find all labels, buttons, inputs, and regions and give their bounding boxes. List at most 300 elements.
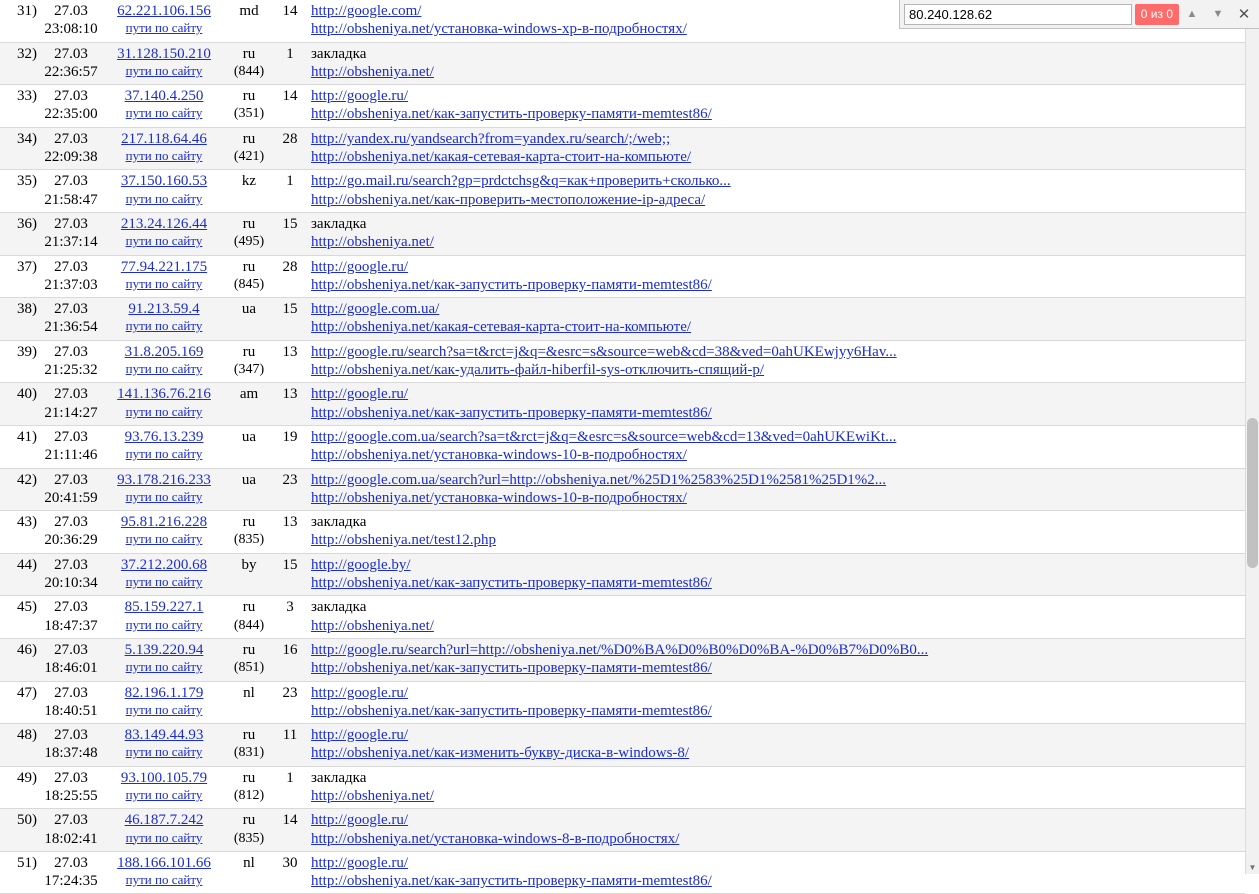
row-links-cell — [308, 724, 1245, 767]
landing-page-link[interactable]: http://obsheniya.net/как-запустить-проверку-памяти-memtest86/ — [311, 276, 712, 293]
site-paths-link[interactable]: пути по сайту — [125, 786, 203, 802]
row-index: 39) — [17, 343, 37, 360]
row-index: 51) — [17, 854, 37, 871]
referrer-link[interactable]: http://google.ru/ — [311, 727, 409, 744]
site-paths-link[interactable]: пути по сайту — [125, 488, 203, 504]
table-row — [0, 85, 1245, 128]
row-time: 21:11:46 — [44, 447, 98, 464]
vertical-scrollbar[interactable] — [1245, 0, 1259, 874]
region-code: (844) — [233, 617, 265, 633]
region-code: (835) — [233, 830, 265, 846]
row-country-cell — [226, 553, 272, 596]
landing-page-link[interactable]: http://obsheniya.net/как-изменить-букву-диска-в-windows-8/ — [311, 745, 690, 762]
country-code: ua — [241, 428, 257, 445]
find-next-button[interactable]: ▼ — [1212, 8, 1224, 20]
row-visit-count: 15 — [282, 215, 298, 232]
ip-address-link[interactable]: 37.150.160.53 — [120, 173, 208, 190]
site-paths-link[interactable]: пути по сайту — [125, 403, 203, 419]
row-datetime — [40, 255, 102, 298]
referrer-bookmark-label: закладка — [311, 45, 367, 62]
row-datetime — [40, 809, 102, 852]
landing-page-link[interactable]: http://obsheniya.net/ — [311, 787, 434, 804]
site-paths-link[interactable]: пути по сайту — [125, 275, 203, 291]
row-links-cell — [308, 298, 1245, 341]
row-index: 40) — [17, 386, 37, 403]
referrer-link[interactable]: http://google.ru/ — [311, 684, 409, 701]
row-index: 42) — [17, 471, 37, 488]
row-date: 27.03 — [54, 386, 88, 403]
row-country-cell — [226, 638, 272, 681]
row-ip-cell — [102, 425, 226, 468]
row-links-cell — [308, 468, 1245, 511]
row-links-cell — [308, 596, 1245, 639]
table-row — [0, 596, 1245, 639]
site-paths-link[interactable]: пути по сайту — [125, 361, 203, 377]
landing-page-link[interactable]: http://obsheniya.net/как-проверить-местоположение-ip-адреса/ — [311, 191, 706, 208]
row-date: 27.03 — [54, 258, 88, 275]
row-ip-cell — [102, 340, 226, 383]
ip-address-link[interactable]: 93.76.13.239 — [124, 428, 204, 445]
referrer-link[interactable]: http://google.com.ua/search?url=http://obsheniya.net/%25D1%2583%25D1%2581%25D1%2... — [311, 471, 887, 488]
site-paths-link[interactable]: пути по сайту — [125, 744, 203, 760]
row-links-cell — [308, 638, 1245, 681]
row-index: 44) — [17, 556, 37, 573]
row-index: 31) — [17, 3, 37, 19]
landing-page-link[interactable]: http://obsheniya.net/ — [311, 617, 434, 634]
site-paths-link[interactable]: пути по сайту — [125, 148, 203, 164]
row-visit-count: 23 — [282, 684, 298, 701]
ip-address-link[interactable]: 141.136.76.216 — [117, 386, 211, 403]
ip-address-link[interactable]: 93.100.105.79 — [120, 769, 208, 786]
row-ip-cell — [102, 851, 226, 894]
table-row — [0, 127, 1245, 170]
referrer-link[interactable]: http://google.ru/ — [311, 258, 409, 275]
table-row — [0, 511, 1245, 554]
row-ip-cell — [102, 724, 226, 767]
row-datetime — [40, 553, 102, 596]
find-close-button[interactable]: ✕ — [1237, 6, 1251, 23]
country-code: ru — [242, 769, 256, 786]
row-index: 50) — [17, 812, 37, 829]
country-code: ru — [242, 812, 256, 829]
row-datetime — [40, 638, 102, 681]
row-index: 34) — [17, 130, 37, 147]
row-time: 22:36:57 — [44, 63, 98, 80]
row-index: 48) — [17, 727, 37, 744]
country-code: ru — [242, 258, 256, 275]
country-code: ru — [242, 514, 256, 531]
country-code: by — [241, 556, 257, 573]
row-country-cell — [226, 212, 272, 255]
country-code: ru — [242, 343, 256, 360]
row-ip-cell — [102, 170, 226, 213]
row-country-cell — [226, 511, 272, 554]
row-datetime — [40, 340, 102, 383]
row-visit-count: 1 — [286, 173, 294, 190]
row-time: 21:37:14 — [44, 234, 98, 251]
row-index: 37) — [17, 258, 37, 275]
region-code: (851) — [233, 660, 265, 676]
row-date: 27.03 — [54, 130, 88, 147]
landing-page-link[interactable]: http://obsheniya.net/как-запустить-проверку-памяти-memtest86/ — [311, 702, 712, 719]
row-links-cell — [308, 170, 1245, 213]
ip-address-link[interactable]: 37.140.4.250 — [124, 88, 204, 105]
row-ip-cell — [102, 766, 226, 809]
row-datetime — [40, 681, 102, 724]
row-ip-cell — [102, 383, 226, 426]
row-country-cell — [226, 809, 272, 852]
scrollbar-thumb[interactable] — [1247, 418, 1258, 568]
referrer-link[interactable]: http://google.ru/ — [311, 812, 409, 829]
row-time: 20:10:34 — [44, 575, 98, 592]
row-datetime — [40, 468, 102, 511]
row-time: 23:08:10 — [44, 21, 98, 38]
site-paths-link[interactable]: пути по сайту — [125, 105, 203, 121]
table-row — [0, 724, 1245, 767]
country-code: nl — [243, 684, 255, 701]
row-ip-cell — [102, 638, 226, 681]
ip-address-link[interactable]: 37.212.200.68 — [120, 556, 208, 573]
table-row — [0, 851, 1245, 894]
row-country-cell — [226, 724, 272, 767]
row-ip-cell — [102, 809, 226, 852]
row-links-cell — [308, 42, 1245, 85]
row-links-cell — [308, 766, 1245, 809]
landing-page-link[interactable]: http://obsheniya.net/как-запустить-проверку-памяти-memtest86/ — [311, 660, 712, 677]
find-in-page-bar[interactable] — [899, 0, 1259, 29]
landing-page-link[interactable]: http://obsheniya.net/ — [311, 234, 434, 251]
row-index: 36) — [17, 215, 37, 232]
row-index: 45) — [17, 599, 37, 616]
site-paths-link[interactable]: пути по сайту — [125, 318, 203, 334]
region-code: (812) — [233, 787, 265, 803]
row-country-cell — [226, 340, 272, 383]
row-visit-count: 13 — [282, 514, 298, 531]
row-links-cell — [308, 809, 1245, 852]
row-date: 27.03 — [54, 769, 88, 786]
row-datetime — [40, 170, 102, 213]
ip-address-link[interactable]: 77.94.221.175 — [120, 258, 208, 275]
row-country-cell — [226, 596, 272, 639]
row-time: 18:02:41 — [44, 830, 98, 847]
row-time: 21:58:47 — [44, 191, 98, 208]
site-paths-link[interactable]: пути по сайту — [125, 20, 203, 36]
region-code: (845) — [233, 276, 265, 292]
landing-page-link[interactable]: http://obsheniya.net/установка-windows-10-в-подробностях/ — [311, 447, 687, 464]
row-index: 46) — [17, 641, 37, 658]
row-ip-cell — [102, 511, 226, 554]
site-paths-link[interactable]: пути по сайту — [125, 872, 203, 888]
row-ip-cell — [102, 596, 226, 639]
row-time: 18:37:48 — [44, 745, 98, 762]
landing-page-link[interactable]: http://obsheniya.net/как-запустить-проверку-памяти-memtest86/ — [311, 404, 712, 421]
row-datetime — [40, 298, 102, 341]
row-index: 47) — [17, 684, 37, 701]
row-time: 18:25:55 — [44, 787, 98, 804]
row-index: 33) — [17, 88, 37, 105]
row-index: 41) — [17, 428, 37, 445]
row-country-cell — [226, 383, 272, 426]
landing-page-link[interactable]: http://obsheniya.net/как-запустить-проверку-памяти-memtest86/ — [311, 575, 712, 592]
site-paths-link[interactable]: пути по сайту — [125, 233, 203, 249]
landing-page-link[interactable]: http://obsheniya.net/ — [311, 63, 434, 80]
row-links-cell — [308, 511, 1245, 554]
row-date: 27.03 — [54, 641, 88, 658]
row-visit-count: 15 — [282, 556, 298, 573]
country-code: ru — [242, 45, 256, 62]
site-paths-link[interactable]: пути по сайту — [125, 190, 203, 206]
region-code: (347) — [233, 362, 265, 378]
country-code: ua — [241, 301, 257, 318]
row-visit-count: 13 — [282, 386, 298, 403]
table-row — [0, 255, 1245, 298]
site-paths-link[interactable]: пути по сайту — [125, 616, 203, 632]
site-paths-link[interactable]: пути по сайту — [125, 531, 203, 547]
site-paths-link[interactable]: пути по сайту — [125, 62, 203, 78]
row-date: 27.03 — [54, 471, 88, 488]
table-row — [0, 42, 1245, 85]
ip-address-link[interactable]: 46.187.7.242 — [124, 812, 204, 829]
referrer-link[interactable]: http://google.ru/search?url=http://obsheniya.net/%D0%BA%D0%B0%D0%BA-%D0%B7%D0%B0... — [311, 641, 929, 658]
table-row — [0, 809, 1245, 852]
row-datetime — [40, 596, 102, 639]
row-date: 27.03 — [54, 727, 88, 744]
find-previous-button[interactable]: ▲ — [1186, 8, 1198, 20]
row-links-cell — [308, 255, 1245, 298]
country-code: ua — [241, 471, 257, 488]
row-datetime — [40, 511, 102, 554]
row-links-cell — [308, 212, 1245, 255]
row-visit-count: 1 — [286, 769, 294, 786]
referrer-link[interactable]: http://go.mail.ru/search?gp=prdctchsg&q=как+проверить+сколько... — [311, 173, 731, 190]
ip-address-link[interactable]: 217.118.64.46 — [121, 130, 207, 147]
row-date: 27.03 — [54, 45, 88, 62]
ip-address-link[interactable]: 188.166.101.66 — [117, 854, 211, 871]
table-row — [0, 681, 1245, 724]
referrer-link[interactable]: http://google.ru/ — [311, 386, 409, 403]
find-match-count: 0 из 0 — [1135, 4, 1179, 25]
country-code: ru — [242, 215, 256, 232]
row-visit-count: 3 — [286, 599, 294, 616]
country-code: nl — [243, 854, 255, 871]
landing-page-link[interactable]: http://obsheniya.net/какая-сетевая-карта-стоит-на-компьюте/ — [311, 319, 692, 336]
row-datetime — [40, 42, 102, 85]
region-code: (831) — [233, 745, 265, 761]
row-country-cell — [226, 468, 272, 511]
row-date: 27.03 — [54, 684, 88, 701]
referrer-link[interactable]: http://yandex.ru/yandsearch?from=yandex.ru/search/;/web;; — [311, 130, 671, 147]
row-date: 27.03 — [54, 428, 88, 445]
row-datetime — [40, 85, 102, 128]
row-date: 27.03 — [54, 854, 88, 871]
country-code: kz — [241, 173, 257, 190]
row-date: 27.03 — [54, 514, 88, 531]
row-country-cell — [226, 255, 272, 298]
region-code: (835) — [233, 532, 265, 548]
referrer-link[interactable]: http://google.com/ — [311, 3, 422, 19]
referrer-link[interactable]: http://google.com.ua/search?sa=t&rct=j&q=&esrc=s&source=web&cd=13&ved=0ahUKEwiKt... — [311, 428, 897, 445]
row-country-cell — [226, 42, 272, 85]
ip-address-link[interactable]: 93.178.216.233 — [117, 471, 211, 488]
row-time: 21:36:54 — [44, 319, 98, 336]
table-row — [0, 170, 1245, 213]
row-ip-cell — [102, 681, 226, 724]
row-datetime — [40, 851, 102, 894]
row-time: 22:35:00 — [44, 106, 98, 123]
row-datetime — [40, 383, 102, 426]
row-country-cell — [226, 851, 272, 894]
row-datetime — [40, 212, 102, 255]
country-code: ru — [242, 599, 256, 616]
landing-page-link[interactable]: http://obsheniya.net/установка-windows-xp-в-подробностях/ — [311, 21, 687, 38]
row-time: 21:14:27 — [44, 404, 98, 421]
row-country-cell — [226, 766, 272, 809]
row-date: 27.03 — [54, 173, 88, 190]
country-code: ru — [242, 88, 256, 105]
row-visit-count: 1 — [286, 45, 294, 62]
ip-address-link[interactable]: 95.81.216.228 — [120, 514, 208, 531]
country-code: am — [239, 386, 259, 403]
row-links-cell — [308, 127, 1245, 170]
row-links-cell — [308, 383, 1245, 426]
row-visit-count: 14 — [282, 3, 298, 19]
site-paths-link[interactable]: пути по сайту — [125, 574, 203, 590]
region-code: (495) — [233, 234, 265, 250]
row-links-cell — [308, 851, 1245, 894]
row-time: 17:24:35 — [44, 873, 98, 890]
landing-page-link[interactable]: http://obsheniya.net/как-запустить-проверку-памяти-memtest86/ — [311, 106, 712, 123]
landing-page-link[interactable]: http://obsheniya.net/как-удалить-файл-hiberfil-sys-отключить-спящий-р/ — [311, 362, 765, 379]
row-country-cell — [226, 170, 272, 213]
row-index: 38) — [17, 301, 37, 318]
row-date: 27.03 — [54, 215, 88, 232]
row-visit-count: 14 — [282, 812, 298, 829]
row-links-cell — [308, 425, 1245, 468]
row-links-cell — [308, 340, 1245, 383]
site-paths-link[interactable]: пути по сайту — [125, 446, 203, 462]
scroll-down-arrow-icon[interactable]: ▼ — [1248, 862, 1257, 872]
row-index: 43) — [17, 514, 37, 531]
row-date: 27.03 — [54, 599, 88, 616]
ip-address-link[interactable]: 213.24.126.44 — [120, 215, 208, 232]
row-country-cell — [226, 425, 272, 468]
site-paths-link[interactable]: пути по сайту — [125, 659, 203, 675]
row-time: 18:40:51 — [44, 702, 98, 719]
row-date: 27.03 — [54, 301, 88, 318]
referrer-bookmark-label: закладка — [311, 769, 367, 786]
referrer-link[interactable]: http://google.ru/search?sa=t&rct=j&q=&esrc=s&source=web&cd=38&ved=0ahUKEwjyy6Hav... — [311, 343, 897, 360]
table-row — [0, 298, 1245, 341]
referrer-link[interactable]: http://google.com.ua/ — [311, 301, 440, 318]
landing-page-link[interactable]: http://obsheniya.net/как-запустить-проверку-памяти-memtest86/ — [311, 873, 712, 890]
ip-address-link[interactable]: 62.221.106.156 — [117, 3, 211, 19]
row-visit-count: 11 — [282, 727, 298, 744]
row-time: 21:25:32 — [44, 362, 98, 379]
ip-address-link[interactable]: 83.149.44.93 — [124, 727, 204, 744]
ip-address-link[interactable]: 31.8.205.169 — [124, 343, 204, 360]
row-country-cell — [226, 85, 272, 128]
row-time: 18:46:01 — [44, 660, 98, 677]
table-row — [0, 468, 1245, 511]
site-paths-link[interactable]: пути по сайту — [125, 829, 203, 845]
row-datetime — [40, 0, 102, 42]
landing-page-link[interactable]: http://obsheniya.net/установка-windows-10-в-подробностях/ — [311, 489, 687, 506]
row-ip-cell — [102, 127, 226, 170]
row-ip-cell — [102, 298, 226, 341]
row-ip-cell — [102, 468, 226, 511]
row-ip-cell — [102, 553, 226, 596]
ip-address-link[interactable]: 91.213.59.4 — [128, 301, 200, 318]
row-visit-count: 28 — [282, 258, 298, 275]
row-links-cell — [308, 85, 1245, 128]
ip-address-link[interactable]: 31.128.150.210 — [117, 45, 211, 62]
referrer-link[interactable]: http://google.ru/ — [311, 88, 409, 105]
row-visit-count: 13 — [282, 343, 298, 360]
row-ip-cell — [102, 212, 226, 255]
row-ip-cell — [102, 85, 226, 128]
landing-page-link[interactable]: http://obsheniya.net/какая-сетевая-карта-стоит-на-компьюте/ — [311, 149, 692, 166]
row-date: 27.03 — [54, 3, 88, 19]
row-datetime — [40, 766, 102, 809]
row-visit-count: 30 — [282, 854, 298, 871]
country-code: md — [239, 3, 259, 19]
row-country-cell — [226, 0, 272, 42]
referrer-link[interactable]: http://google.ru/ — [311, 854, 409, 871]
row-date: 27.03 — [54, 812, 88, 829]
ip-address-link[interactable]: 85.159.227.1 — [124, 599, 204, 616]
row-datetime — [40, 127, 102, 170]
row-visit-count: 23 — [282, 471, 298, 488]
referrer-bookmark-label: закладка — [311, 599, 367, 616]
row-date: 27.03 — [54, 343, 88, 360]
ip-address-link[interactable]: 82.196.1.179 — [124, 684, 204, 701]
table-row — [0, 553, 1245, 596]
row-date: 27.03 — [54, 556, 88, 573]
country-code: ru — [242, 727, 256, 744]
ip-address-link[interactable]: 5.139.220.94 — [124, 641, 204, 658]
row-date: 27.03 — [54, 88, 88, 105]
country-code: ru — [242, 130, 256, 147]
row-visit-count: 19 — [282, 428, 298, 445]
row-country-cell — [226, 681, 272, 724]
row-links-cell — [308, 553, 1245, 596]
row-index: 32) — [17, 45, 37, 62]
row-time: 21:37:03 — [44, 276, 98, 293]
referrer-bookmark-label: закладка — [311, 215, 367, 232]
find-input[interactable] — [904, 4, 1132, 25]
row-ip-cell — [102, 42, 226, 85]
landing-page-link[interactable]: http://obsheniya.net/установка-windows-8-в-подробностях/ — [311, 830, 680, 847]
row-visit-count: 16 — [282, 641, 298, 658]
region-code: (351) — [233, 106, 265, 122]
row-time: 18:47:37 — [44, 617, 98, 634]
row-country-cell — [226, 127, 272, 170]
row-datetime — [40, 724, 102, 767]
row-ip-cell — [102, 0, 226, 42]
row-visit-count: 28 — [282, 130, 298, 147]
referrer-link[interactable]: http://google.by/ — [311, 556, 411, 573]
row-datetime — [40, 425, 102, 468]
row-links-cell — [308, 681, 1245, 724]
region-code: (421) — [233, 149, 265, 165]
table-row — [0, 638, 1245, 681]
site-paths-link[interactable]: пути по сайту — [125, 701, 203, 717]
row-index: 35) — [17, 173, 37, 190]
row-country-cell — [226, 298, 272, 341]
country-code: ru — [242, 641, 256, 658]
table-row — [0, 425, 1245, 468]
landing-page-link[interactable]: http://obsheniya.net/test12.php — [311, 532, 496, 549]
